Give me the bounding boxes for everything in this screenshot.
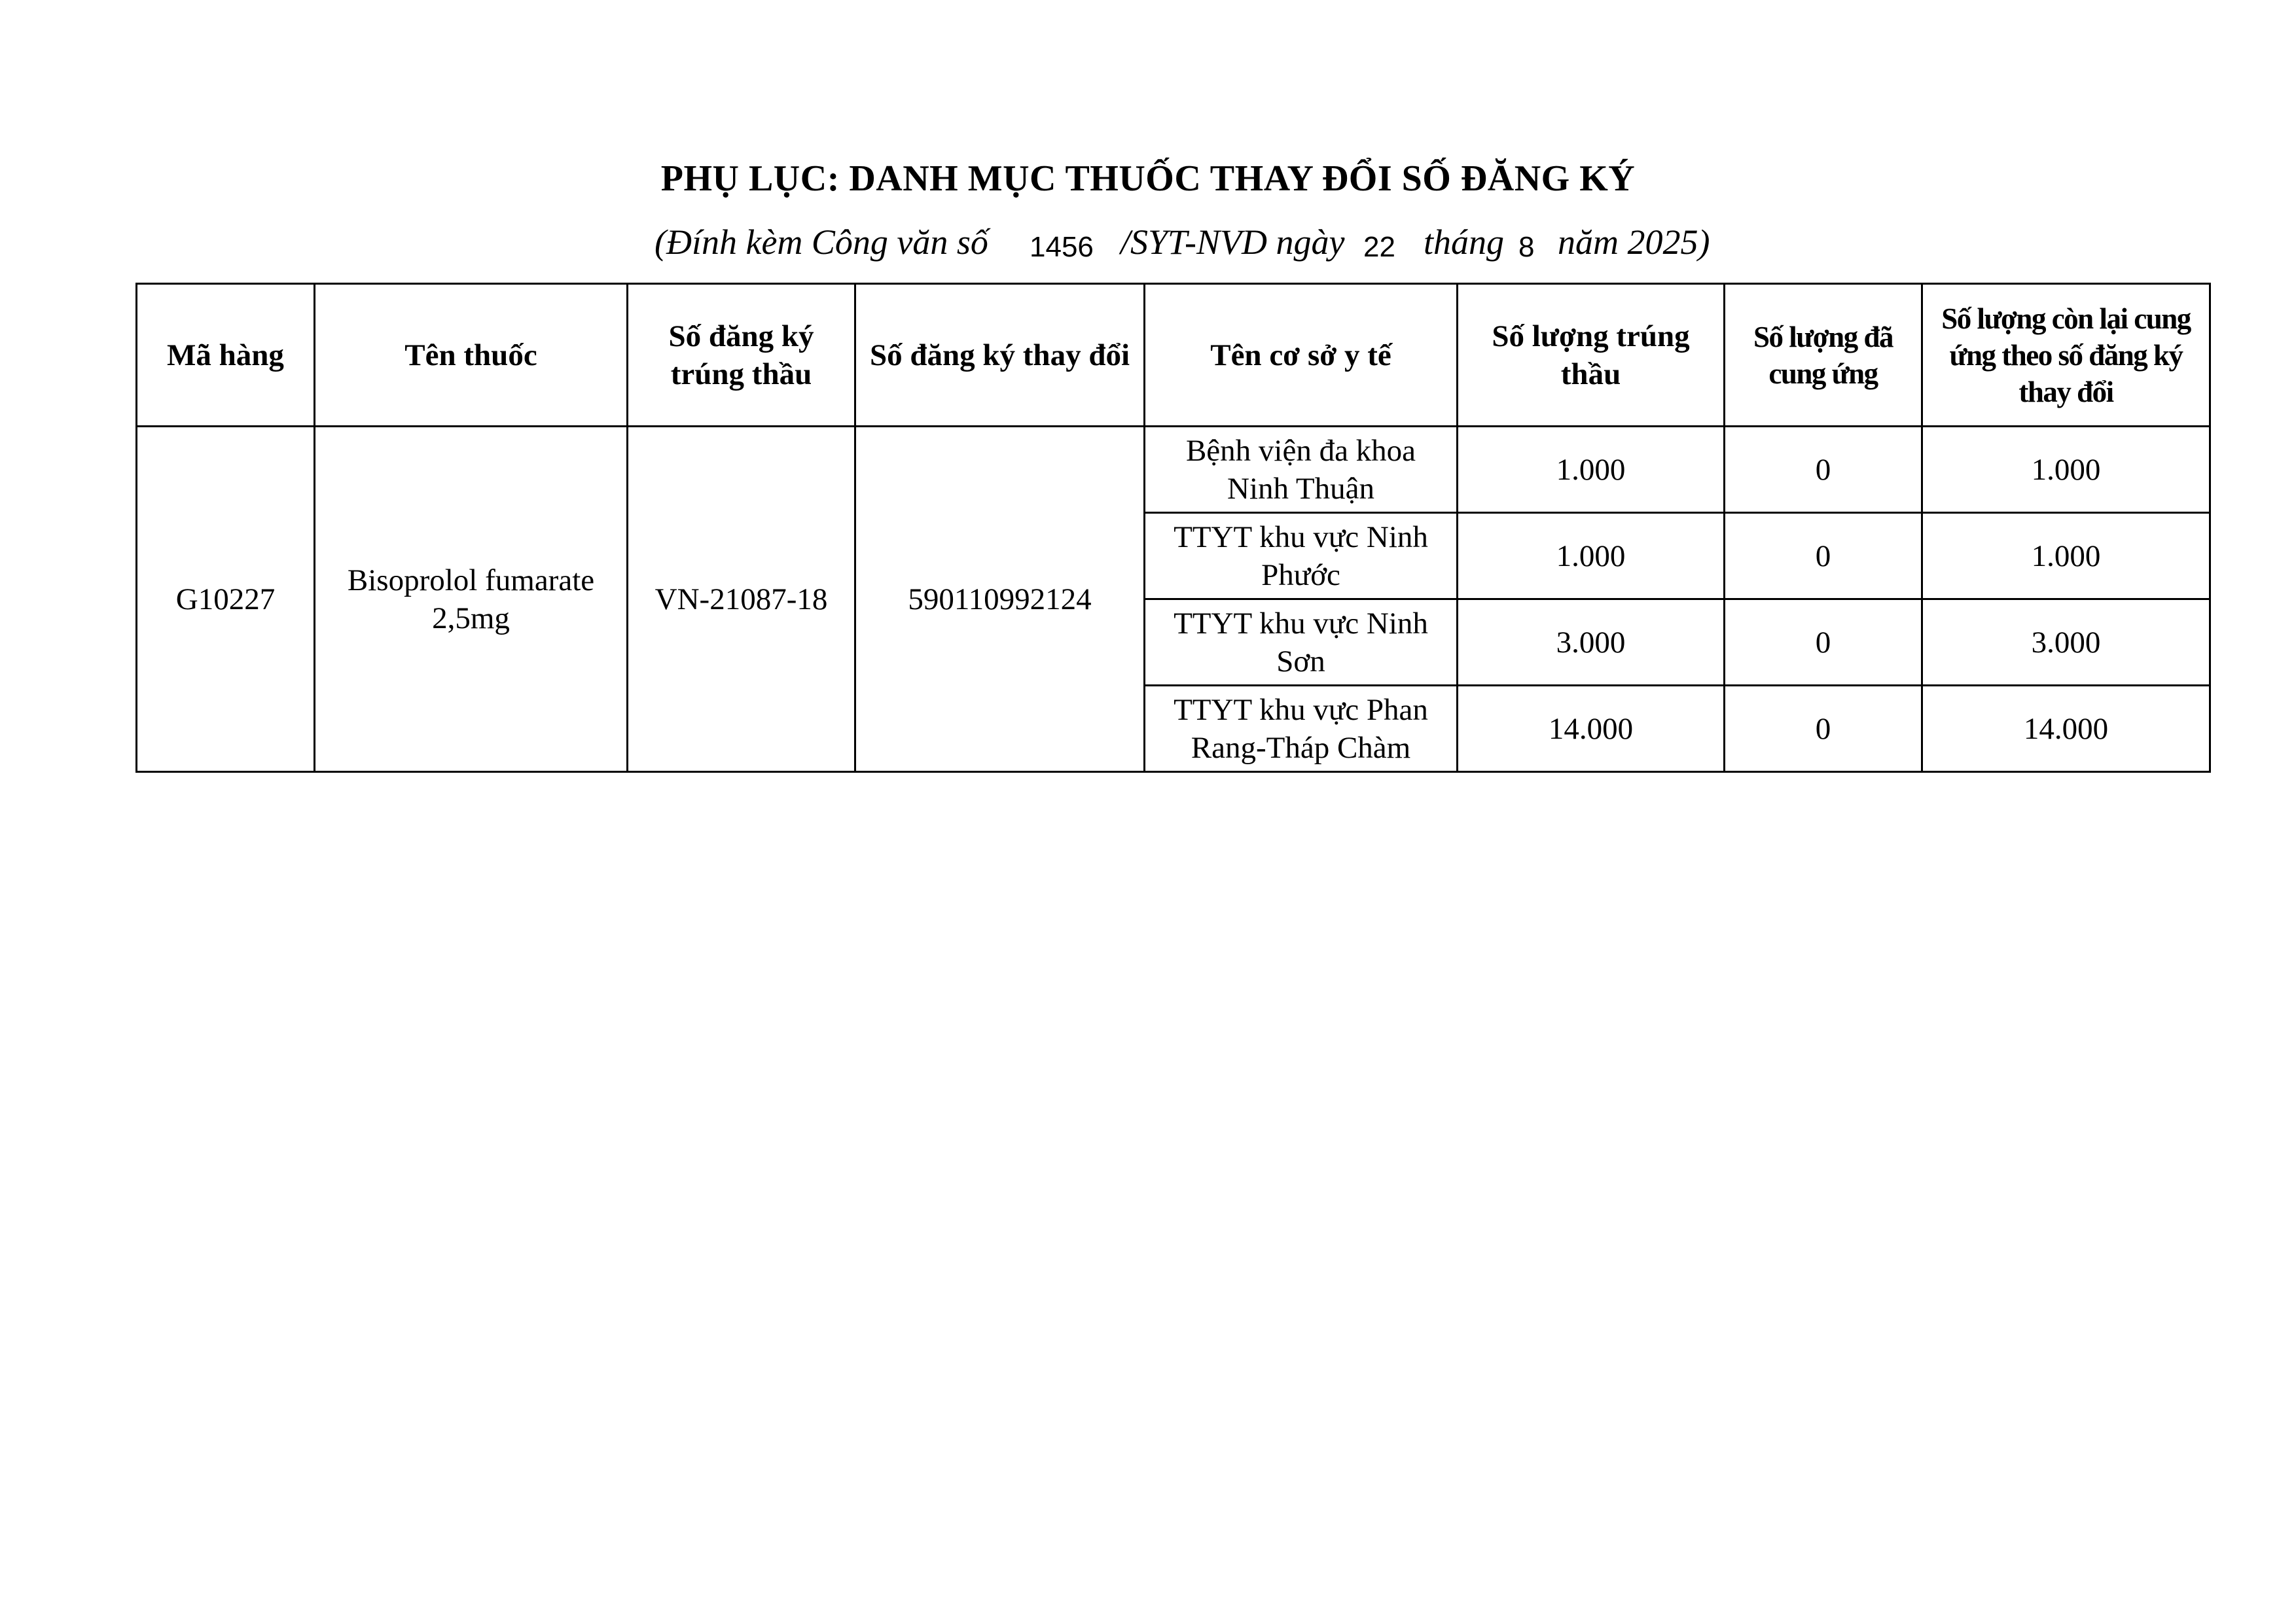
won-quantity-cell: 1.000 xyxy=(1458,427,1725,513)
header-drug-name: Tên thuốc xyxy=(315,284,628,427)
supplied-quantity-cell: 0 xyxy=(1725,427,1922,513)
remaining-quantity-cell: 3.000 xyxy=(1922,599,2210,686)
remaining-quantity-cell: 14.000 xyxy=(1922,686,2210,772)
header-facility: Tên cơ sở y tế xyxy=(1145,284,1458,427)
supplied-quantity-cell: 0 xyxy=(1725,686,1922,772)
registration-changed-cell: 590110992124 xyxy=(855,427,1145,772)
header-won-quantity: Số lượng trúng thầu xyxy=(1458,284,1725,427)
header-item-code: Mã hàng xyxy=(137,284,315,427)
facility-cell: TTYT khu vực Phan Rang-Tháp Chàm xyxy=(1145,686,1458,772)
table-row xyxy=(137,427,2210,513)
reference-prefix: (Đính kèm Công văn số xyxy=(655,222,988,262)
registration-won-cell: VN-21087-18 xyxy=(628,427,855,772)
facility-cell: TTYT khu vực Ninh Phước xyxy=(1145,513,1458,599)
facility-cell: Bệnh viện đa khoa Ninh Thuận xyxy=(1145,427,1458,513)
item-code-cell: G10227 xyxy=(137,427,315,772)
document-number: 1456 xyxy=(1030,231,1094,263)
page-title: PHỤ LỤC: DANH MỤC THUỐC THAY ĐỔI SỐ ĐĂNG KÝ xyxy=(660,158,1636,199)
document-reference xyxy=(655,216,1767,268)
reference-middle: /SYT-NVD ngày xyxy=(1121,222,1345,262)
header-supplied-quantity: Số lượng đã cung ứng xyxy=(1725,284,1922,427)
drug-name-cell: Bisoprolol fumarate 2,5mg xyxy=(315,427,628,772)
won-quantity-cell: 14.000 xyxy=(1458,686,1725,772)
document-day: 22 xyxy=(1363,231,1395,263)
remaining-quantity-cell: 1.000 xyxy=(1922,427,2210,513)
remaining-quantity-cell: 1.000 xyxy=(1922,513,2210,599)
header-registration-changed: Số đăng ký thay đổi xyxy=(855,284,1145,427)
facility-cell: TTYT khu vực Ninh Sơn xyxy=(1145,599,1458,686)
supplied-quantity-cell: 0 xyxy=(1725,513,1922,599)
supplied-quantity-cell: 0 xyxy=(1725,599,1922,686)
table-header-row xyxy=(137,284,2210,427)
header-remaining-quantity: Số lượng còn lại cung ứng theo số đăng ký thay đổi xyxy=(1922,284,2210,427)
drug-change-table xyxy=(135,283,2211,773)
reference-month-label: tháng xyxy=(1424,222,1505,262)
won-quantity-cell: 3.000 xyxy=(1458,599,1725,686)
document-month: 8 xyxy=(1518,231,1535,263)
reference-suffix: năm 2025) xyxy=(1558,222,1710,262)
won-quantity-cell: 1.000 xyxy=(1458,513,1725,599)
header-registration-won: Số đăng ký trúng thầu xyxy=(628,284,855,427)
